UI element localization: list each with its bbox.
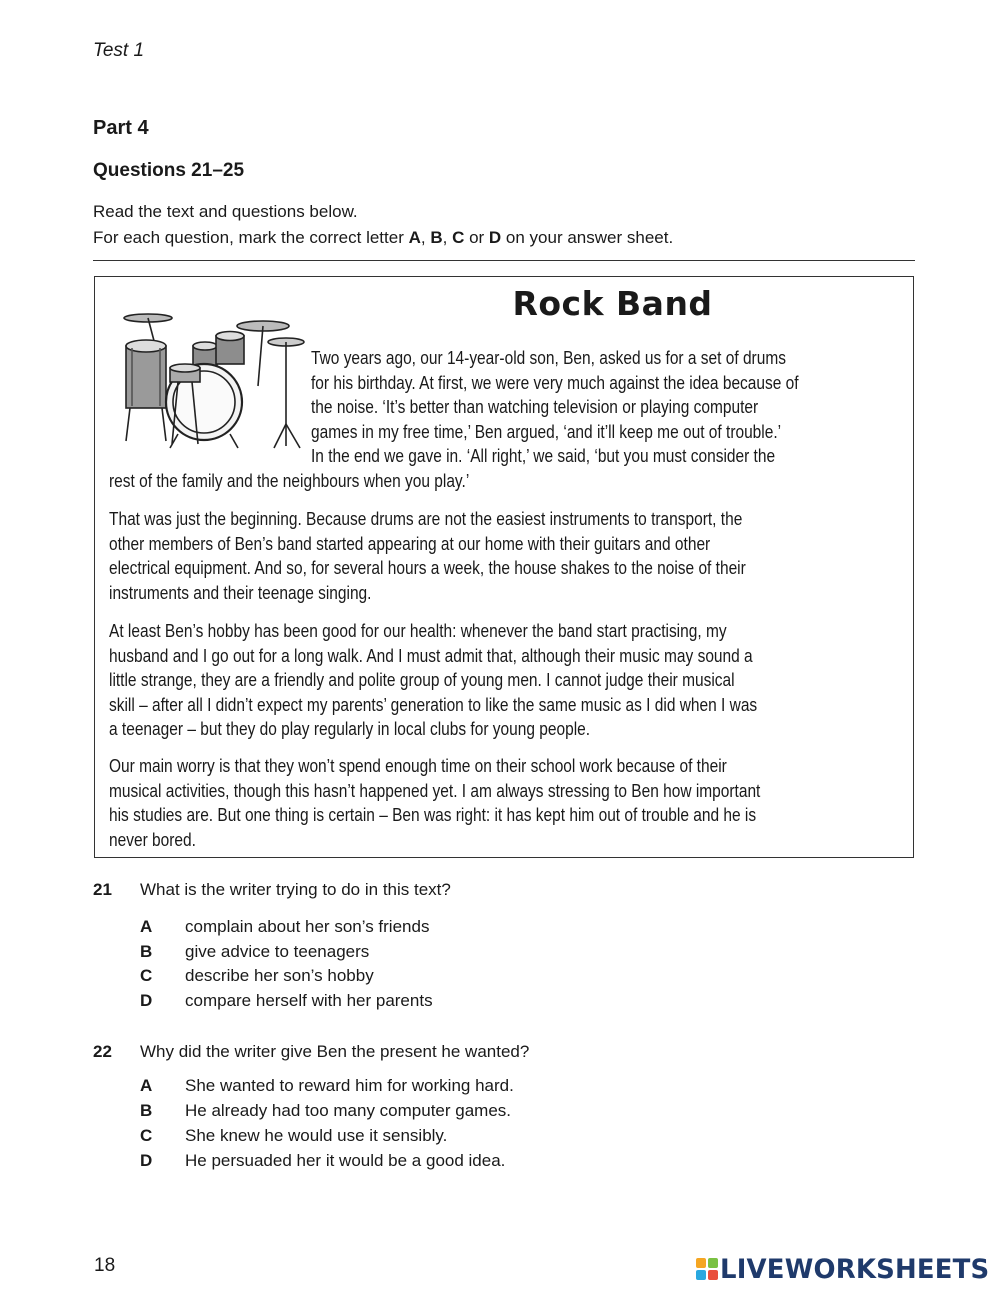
article-line: rest of the family and the neighbours when you play.’ [109, 470, 470, 491]
answer-option[interactable]: She wanted to reward him for working hard. [185, 1076, 514, 1095]
article-line: In the end we gave in. ‘All right,’ we said, ‘but you must consider the [311, 446, 776, 466]
article-line: Our main worry is that they won’t spend enough time on their school work because of their [109, 756, 727, 776]
article-line: his studies are. But one thing is certain – Ben was right: it has kept him out of trouble and he is [109, 805, 757, 825]
article-line: for his birthday. At first, we were very much against the idea because of [311, 372, 799, 393]
answer-option[interactable]: compare herself with her parents [185, 991, 433, 1010]
questions-range-heading: Questions 21–25 [93, 160, 245, 181]
article-paragraph-1-end [109, 469, 469, 494]
question-text: Why did the writer give Ben the present he wanted? [140, 1042, 530, 1061]
article-line: never bored. [109, 829, 196, 850]
article-line: Two years ago, our 14-year-old son, Ben, asked us for a set of drums [311, 348, 786, 368]
article-line: other members of Ben’s band started appearing at our home with their guitars and other [109, 533, 711, 554]
article-line: games in my free time,’ Ben argued, ‘and it’ll keep me out of trouble.’ [311, 421, 782, 442]
liveworksheets-logo [696, 1254, 1000, 1284]
article-paragraph-2 [109, 507, 746, 605]
option-letter[interactable]: B [140, 942, 153, 961]
article-line: instruments and their teenage singing. [109, 582, 372, 603]
logo-tile [708, 1270, 718, 1280]
article-line: a teenager – but they do play regularly in local clubs for young people. [109, 719, 591, 739]
option-letter[interactable]: D [140, 991, 153, 1010]
option-letter[interactable]: A [140, 1076, 153, 1095]
article-line: musical activities, though this hasn’t happened yet. I am always stressing to Ben how important [109, 780, 761, 801]
article-paragraph-4 [109, 754, 760, 852]
option-letter[interactable]: A [140, 917, 153, 936]
logo-tile [708, 1258, 718, 1268]
instruction-line-2: For each question, mark the correct letter A, B, C or D on your answer sheet. [93, 228, 674, 247]
answer-option[interactable]: describe her son’s hobby [185, 966, 374, 985]
article-line: skill – after all I didn’t expect my parents’ generation to like the same music as I did when I was [109, 694, 758, 715]
article-title: Rock Band [512, 284, 713, 323]
article-paragraph-1-wrapped [311, 346, 799, 469]
article-line: electrical equipment. And so, for several hours a week, the house shakes to the noise of their [109, 558, 746, 578]
option-letter[interactable]: C [140, 1126, 153, 1145]
part-title: Part 4 [93, 117, 149, 139]
instruction-line-1: Read the text and questions below. [93, 202, 358, 221]
article-line: That was just the beginning. Because drums are not the easiest instruments to transport, the [109, 509, 743, 529]
option-letter[interactable]: D [140, 1151, 153, 1170]
option-letter[interactable]: C [140, 966, 153, 985]
option-letter[interactable]: B [140, 1101, 153, 1120]
logo-tile [696, 1258, 706, 1268]
article-line: husband and I go out for a long walk. And I must admit that, although their music may sound a [109, 645, 753, 666]
article-paragraph-3 [109, 619, 757, 742]
answer-option[interactable]: She knew he would use it sensibly. [185, 1126, 448, 1145]
answer-option[interactable]: complain about her son’s friends [185, 917, 430, 936]
drum-kit-illustration [118, 306, 308, 452]
logo-tile [696, 1270, 706, 1280]
question-number: 21 [93, 880, 112, 899]
answer-option[interactable]: He already had too many computer games. [185, 1101, 512, 1120]
liveworksheets-logo-icon [696, 1258, 718, 1280]
question-number: 22 [93, 1042, 112, 1061]
question-text: What is the writer trying to do in this text? [140, 880, 451, 899]
page-number: 18 [94, 1255, 116, 1276]
article-line: At least Ben’s hobby has been good for our health: whenever the band start practising, my [109, 621, 727, 641]
brand-name: LIVEWORKSHEETS [720, 1253, 990, 1285]
answer-option[interactable]: He persuaded her it would be a good idea. [185, 1151, 506, 1170]
divider-rule [93, 260, 915, 261]
article-line: little strange, they are a friendly and polite group of young men. I cannot judge their musical [109, 670, 735, 690]
test-label: Test 1 [93, 40, 145, 61]
answer-option[interactable]: give advice to teenagers [185, 942, 370, 961]
article-line: the noise. ‘It’s better than watching television or playing computer [311, 397, 759, 417]
